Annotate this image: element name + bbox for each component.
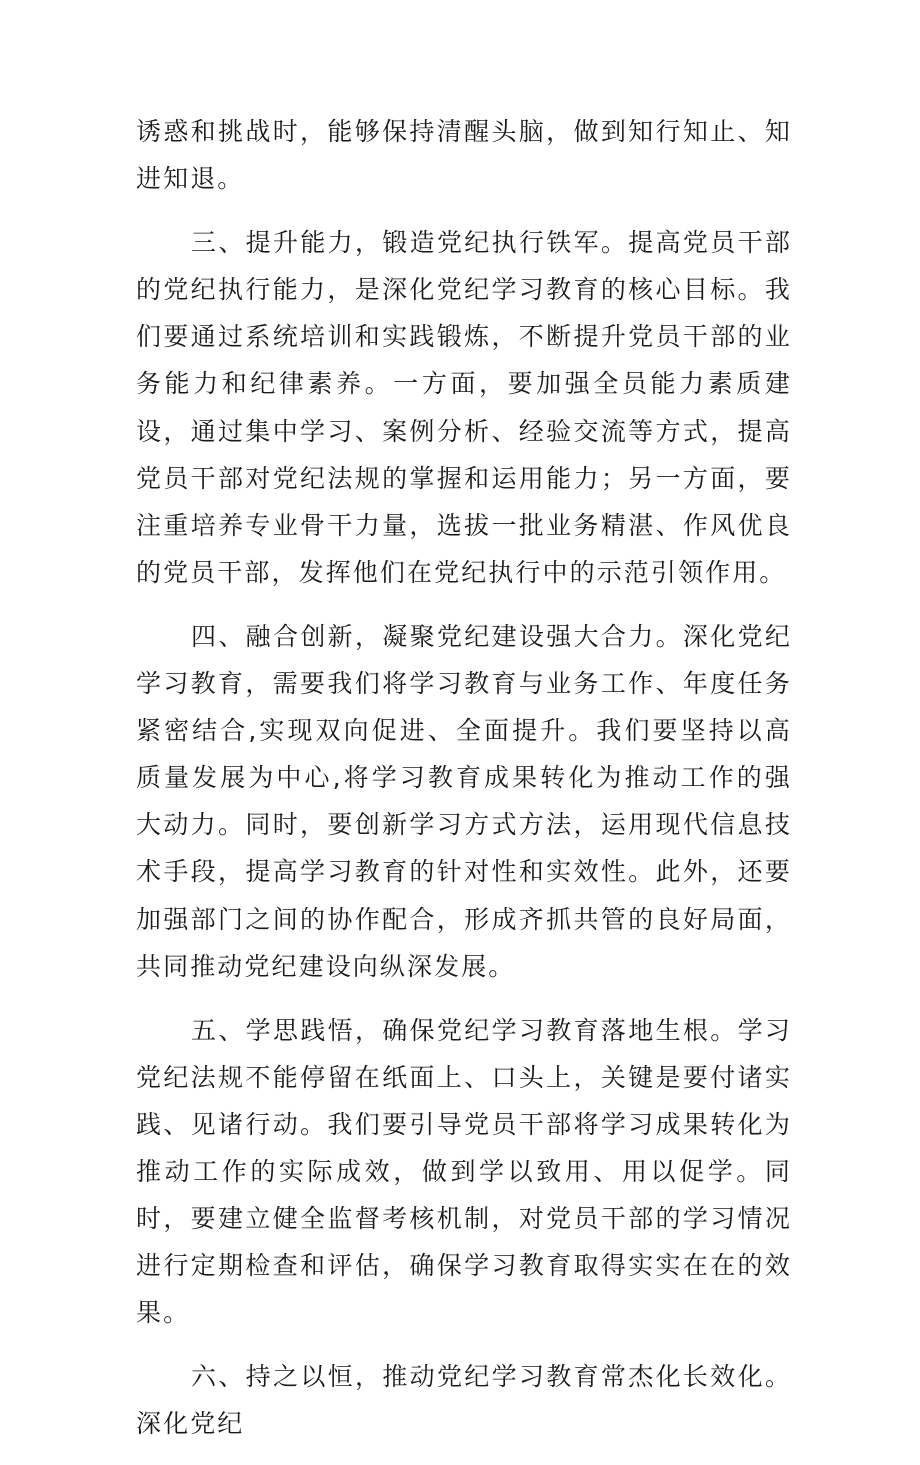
document-body — [136, 108, 792, 1465]
paragraph-section-five: 五、学思践悟，确保党纪学习教育落地生根。学习党纪法规不能停留在纸面上、口头上，关键是要付诸实践、见诸行动。我们要引导党员干部将学习成果转化为推动工作的实际成效，做到学以致用、用以促学。同时，要建立健全监督考核机制，对党员干部的学习情况进行定期检查和评估，确保学习教育取得实实在在的效果。 — [136, 1015, 792, 1328]
paragraph-section-three: 三、提升能力，锻造党纪执行铁军。提高党员干部的党纪执行能力，是深化党纪学习教育的核心目标。我们要通过系统培训和实践锻炼，不断提升党员干部的业务能力和纪律素养。一方面，要加强全员能力素质建设，通过集中学习、案例分析、经验交流等方式，提高党员干部对党纪法规的掌握和运用能力；另一方面，要注重培养专业骨干力量，选拔一批业务精湛、作风优良的党员干部，发挥他们在党纪执行中的示范引领作用。 — [136, 228, 792, 587]
paragraph-section-four: 四、融合创新，凝聚党纪建设强大合力。深化党纪学习教育，需要我们将学习教育与业务工作、年度任务紧密结合,实现双向促进、全面提升。我们要坚持以高质量发展为中心,将学习教育成果转化为推动工作的强大动力。同时，要创新学习方式方法，运用现代信息技术手段，提高学习教育的针对性和实效性。此外，还要加强部门之间的协作配合，形成齐抓共管的良好局面，共同推动党纪建设向纵深发展。 — [136, 621, 792, 981]
paragraph-section-six: 六、持之以恒，推动党纪学习教育常杰化长效化。深化党纪 — [136, 1362, 792, 1439]
paragraph-continuation: 诱惑和挑战时，能够保持清醒头脑，做到知行知止、知进知退。 — [136, 117, 792, 194]
